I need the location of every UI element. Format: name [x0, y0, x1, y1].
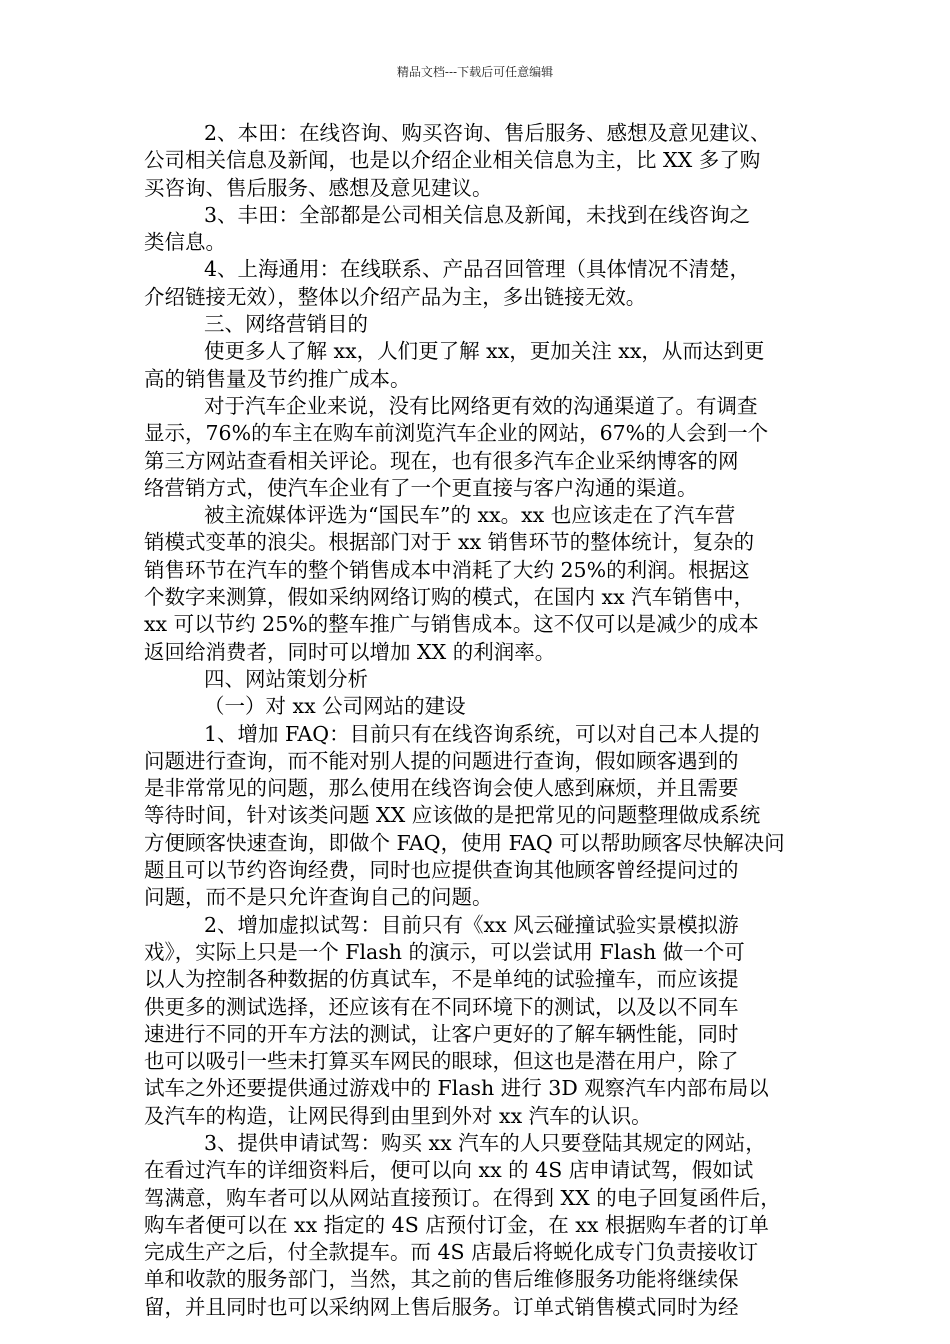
text-line: 方便顾客快速查询，即做个 FAQ，使用 FAQ 可以帮助顾客尽快解决问 — [144, 830, 785, 855]
text-line: 四、网站策划分析 — [204, 666, 368, 691]
text-line: 是非常常见的问题，那么使用在线咨询会使人感到麻烦，并且需要 — [144, 776, 739, 801]
text-line: 类信息。 — [144, 230, 226, 255]
text-line: 试车之外还要提供通过游戏中的 Flash 进行 3D 观察汽车内部布局以 — [144, 1076, 769, 1101]
text-line: 三、网络营销目的 — [204, 312, 368, 337]
text-line: 3、丰田：全部都是公司相关信息及新闻，未找到在线咨询之 — [204, 202, 751, 227]
text-line: 高的销售量及节约推广成本。 — [144, 366, 411, 391]
text-line: 第三方网站查看相关评论。现在，也有很多汽车企业采纳博客的网 — [144, 448, 739, 473]
document-body — [144, 120, 810, 1321]
text-line: 在看过汽车的详细资料后，便可以向 xx 的 4S 店申请试驾，假如试 — [144, 1158, 754, 1183]
text-line: 问题进行查询，而不能对别人提的问题进行查询，假如顾客遇到的 — [144, 748, 739, 773]
text-line: 络营销方式，使汽车企业有了一个更直接与客户沟通的渠道。 — [144, 475, 698, 500]
text-line: 销模式变革的浪尖。根据部门对于 xx 销售环节的整体统计，复杂的 — [144, 530, 755, 555]
text-line: 驾满意，购车者可以从网站直接预订。在得到 XX 的电子回复函件后， — [144, 1185, 781, 1210]
text-line: 戏》，实际上只是一个 Flash 的演示，可以尝试用 Flash 做一个可 — [144, 939, 745, 964]
text-line: 销售环节在汽车的整个销售成本中消耗了大约 25%的利润。根据这 — [144, 557, 750, 582]
page-header: 精品文档---下载后可任意编辑 — [396, 65, 554, 79]
text-line: 问题，而不是只允许查询自己的问题。 — [144, 885, 493, 910]
text-line: 题且可以节约咨询经费，同时也应提供查询其他顾客曾经提问过的 — [144, 858, 739, 883]
text-line: 4、上海通用：在线联系、产品召回管理（具体情况不清楚， — [204, 257, 751, 282]
text-line: 供更多的测试选择，还应该有在不同环境下的测试，以及以不同车 — [144, 994, 739, 1019]
text-line: 及汽车的构造，让网民得到由里到外对 xx 汽车的认识。 — [144, 1103, 652, 1128]
text-line: 以人为控制各种数据的仿真试车，不是单纯的试验撞车，而应该提 — [144, 967, 739, 992]
text-line: 被主流媒体评选为“国民车”的 xx。xx 也应该走在了汽车营 — [204, 503, 736, 528]
text-line: 完成生产之后，付全款提车。而 4S 店最后将蜕化成专门负责接收订 — [144, 1240, 759, 1265]
text-line: 使更多人了解 xx，人们更了解 xx，更加关注 xx，从而达到更 — [204, 339, 765, 364]
text-line: 显示，76%的车主在购车前浏览汽车企业的网站，67%的人会到一个 — [144, 421, 769, 446]
text-line: 2、增加虚拟试驾：目前只有《xx 风云碰撞试验实景模拟游 — [204, 912, 739, 937]
text-line: 2、本田：在线咨询、购买咨询、售后服务、感想及意见建议、 — [204, 121, 771, 145]
text-line: （一）对 xx 公司网站的建设 — [204, 694, 466, 719]
text-line: 对于汽车企业来说，没有比网络更有效的沟通渠道了。有调查 — [204, 393, 758, 418]
text-line: 个数字来测算，假如采纳网络订购的模式，在国内 xx 汽车销售中， — [144, 585, 755, 610]
text-line: 购车者便可以在 xx 指定的 4S 店预付订金，在 xx 根据购车者的订单 — [144, 1212, 769, 1237]
text-line: xx 可以节约 25%的整车推广与销售成本。这不仅可以是减少的成本 — [144, 612, 759, 637]
text-line: 等待时间，针对该类问题 XX 应该做的是把常见的问题整理做成系统 — [144, 803, 761, 828]
text-line: 1、增加 FAQ：目前只有在线咨询系统，可以对自己本人提的 — [204, 721, 760, 746]
text-line: 3、提供申请试驾：购买 xx 汽车的人只要登陆其规定的网站， — [204, 1130, 766, 1155]
text-line: 也可以吸引一些未打算买车网民的眼球，但这也是潜在用户，除了 — [144, 1049, 739, 1074]
text-line: 返回给消费者，同时可以增加 XX 的利润率。 — [144, 639, 556, 664]
text-line: 速进行不同的开车方法的测试，让客户更好的了解车辆性能，同时 — [144, 1021, 739, 1046]
text-line: 买咨询、售后服务、感想及意见建议。 — [144, 175, 493, 200]
text-line: 单和收款的服务部门，当然，其之前的售后维修服务功能将继续保 — [144, 1267, 739, 1292]
text-line: 公司相关信息及新闻，也是以介绍企业相关信息为主，比 XX 多了购 — [144, 148, 761, 173]
text-line: 介绍链接无效），整体以介绍产品为主，多出链接无效。 — [144, 284, 647, 309]
text-line: 留，并且同时也可以采纳网上售后服务。订单式销售模式同时为经 — [144, 1294, 739, 1319]
